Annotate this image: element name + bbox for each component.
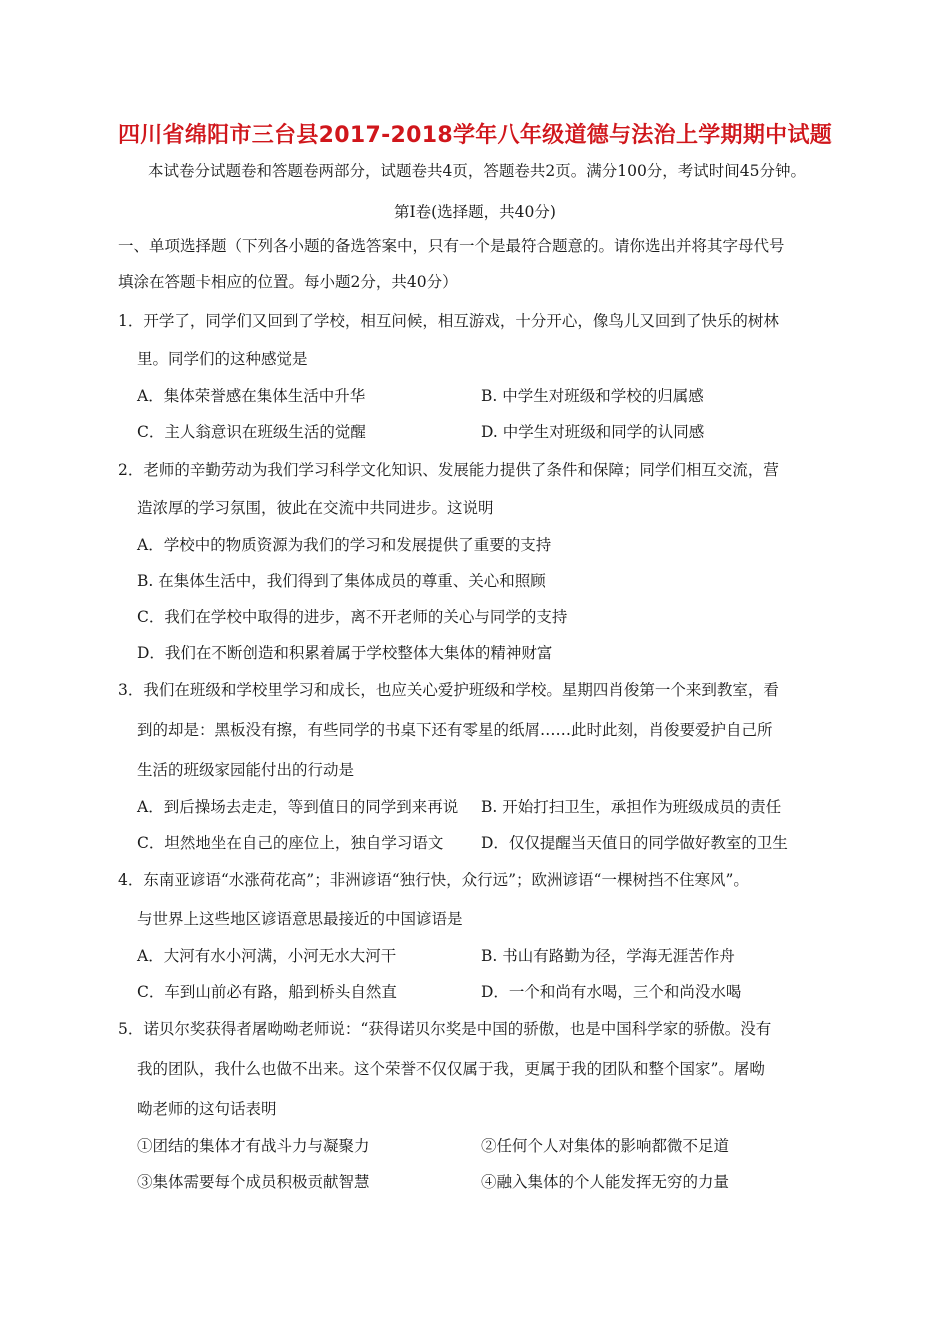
question-stem-line: 3．我们在班级和学校里学习和成长，也应关心爱护班级和学校。星期四肖俊第一个来到教室，看 bbox=[118, 681, 779, 699]
section-title: 第Ⅰ卷(选择题，共40分) bbox=[394, 203, 556, 221]
option-a: A．到后操场去走走，等到值日的同学到来再说 bbox=[137, 798, 459, 816]
statement-1: ①团结的集体才有战斗力与凝聚力 bbox=[137, 1137, 370, 1155]
exam-intro: 本试卷分试题卷和答题卷两部分，试题卷共4页，答题卷共2页。满分100分，考试时间45分钟。 bbox=[148, 162, 807, 180]
question-stem-line: 造浓厚的学习氛围，彼此在交流中共同进步。这说明 bbox=[137, 499, 494, 517]
option-b: B. 在集体生活中，我们得到了集体成员的尊重、关心和照顾 bbox=[137, 572, 546, 590]
question-stem-line: 呦老师的这句话表明 bbox=[137, 1100, 277, 1118]
question-stem-line: 1．开学了，同学们又回到了学校，相互问候，相互游戏，十分开心，像鸟儿又回到了快乐的树林 bbox=[118, 312, 779, 330]
instruction-line-1: 一、单项选择题（下列各小题的备选答案中，只有一个是最符合题意的。请你选出并将其字母代号 bbox=[118, 237, 785, 255]
question-stem-line: 4．东南亚谚语“水涨荷花高”；非洲谚语“独行快，众行远”；欧洲谚语“一棵树挡不住寒风”。 bbox=[118, 871, 749, 889]
option-d: D．仅仅提醒当天值日的同学做好教室的卫生 bbox=[481, 834, 788, 852]
option-a: A．大河有水小河满，小河无水大河干 bbox=[137, 947, 397, 965]
question-stem-line: 2．老师的辛勤劳动为我们学习科学文化知识、发展能力提供了条件和保障；同学们相互交流，营 bbox=[118, 461, 779, 479]
option-c: C．我们在学校中取得的进步，离不开老师的关心与同学的支持 bbox=[137, 608, 568, 626]
question-stem-line: 到的却是：黑板没有擦，有些同学的书桌下还有零星的纸屑……此时此刻，肖俊要爱护自己所 bbox=[137, 721, 773, 739]
option-b: B. 开始打扫卫生，承担作为班级成员的责任 bbox=[481, 798, 782, 816]
option-b: B. 中学生对班级和学校的归属感 bbox=[481, 387, 704, 405]
option-d: D. 中学生对班级和同学的认同感 bbox=[481, 423, 705, 441]
question-stem-line: 与世界上这些地区谚语意思最接近的中国谚语是 bbox=[137, 910, 463, 928]
question-stem-line: 里。同学们的这种感觉是 bbox=[137, 350, 308, 368]
option-c: C．主人翁意识在班级生活的觉醒 bbox=[137, 423, 366, 441]
option-d: D．我们在不断创造和积累着属于学校整体大集体的精神财富 bbox=[137, 644, 553, 662]
option-c: C．车到山前必有路，船到桥头自然直 bbox=[137, 983, 397, 1001]
statement-3: ③集体需要每个成员积极贡献智慧 bbox=[137, 1173, 370, 1191]
exam-title: 四川省绵阳市三台县2017-2018学年八年级道德与法治上学期期中试题 bbox=[117, 123, 833, 148]
option-a: A．集体荣誉感在集体生活中升华 bbox=[137, 387, 366, 405]
option-b: B. 书山有路勤为径，学海无涯苦作舟 bbox=[481, 947, 735, 965]
statement-4: ④融入集体的个人能发挥无穷的力量 bbox=[481, 1173, 730, 1191]
question-stem-line: 5．诺贝尔奖获得者屠呦呦老师说：“获得诺贝尔奖是中国的骄傲，也是中国科学家的骄傲。没有 bbox=[118, 1020, 772, 1038]
statement-2: ②任何个人对集体的影响都微不足道 bbox=[481, 1137, 730, 1155]
option-c: C．坦然地坐在自己的座位上，独自学习语文 bbox=[137, 834, 444, 852]
option-d: D．一个和尚有水喝，三个和尚没水喝 bbox=[481, 983, 742, 1001]
question-stem-line: 生活的班级家园能付出的行动是 bbox=[137, 761, 355, 779]
instruction-line-2: 填涂在答题卡相应的位置。每小题2分，共40分） bbox=[118, 273, 458, 291]
option-a: A．学校中的物质资源为我们的学习和发展提供了重要的支持 bbox=[137, 536, 552, 554]
question-stem-line: 我的团队，我什么也做不出来。这个荣誉不仅仅属于我，更属于我的团队和整个国家”。屠呦 bbox=[137, 1060, 765, 1078]
